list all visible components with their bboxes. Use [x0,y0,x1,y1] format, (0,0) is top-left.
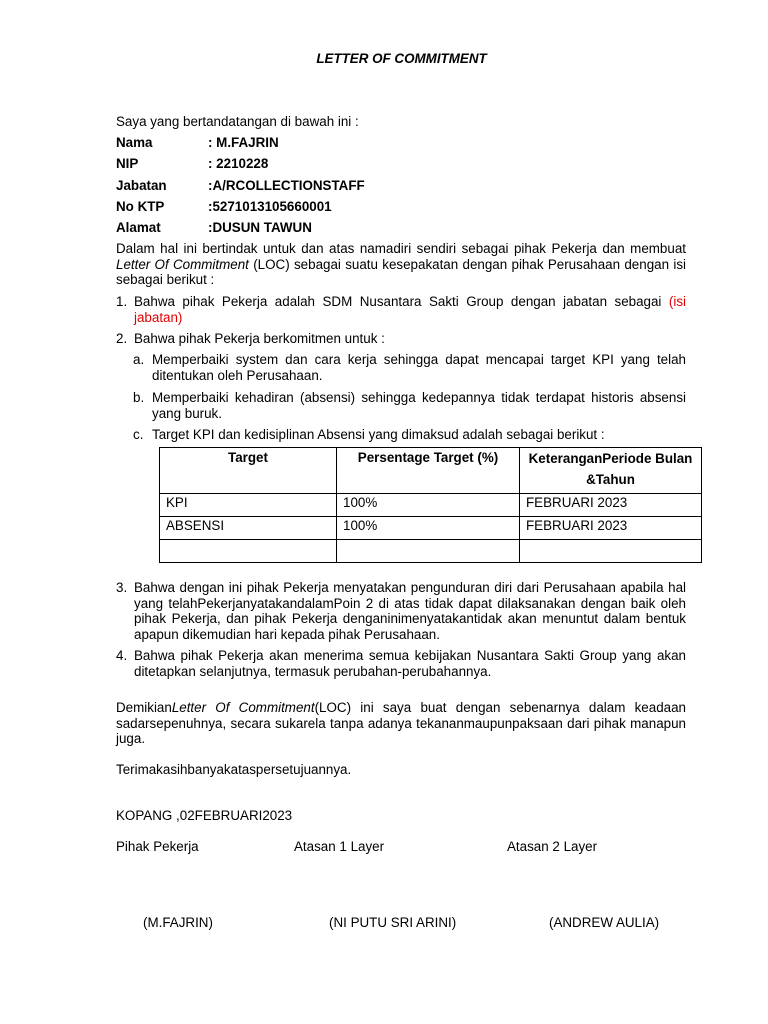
subitem-text-c: Target KPI dan kedisiplinan Absensi yang dimaksud adalah sebagai berikut : [152,427,605,442]
table-header-percentage: Persentage Target (%) [337,448,520,494]
thanks-text: Terimakasihbanyakataspersetujuannya. [116,762,352,777]
item-text-2: Bahwa pihak Pekerja berkomitmen untuk : [134,331,385,346]
role-atasan-1: Atasan 1 Layer [294,839,385,854]
table-cell: FEBRUARI 2023 [520,494,702,517]
kpi-target-table [159,447,702,563]
field-label-nama: Nama [116,135,153,150]
item-number-4: 4. [116,648,128,663]
item-text-1 [134,294,686,325]
field-label-alamat: Alamat [116,220,161,235]
table-header-period: KeteranganPeriode Bulan &Tahun [520,448,702,494]
place-date: KOPANG ,02FEBRUARI2023 [116,808,293,823]
item-number-2: 2. [116,331,128,346]
field-value-jabatan: :A/RCOLLECTIONSTAFF [208,178,365,193]
paragraph-text-1: Dalam hal ini bertindak untuk dan atas namadiri sendiri sebagai pihak Pekerja dan membuat [116,241,686,256]
table-cell [160,540,337,563]
field-label-jabatan: Jabatan [116,178,167,193]
item-number-3: 3. [116,580,128,595]
field-value-ktp: :5271013105660001 [208,199,332,214]
table-header-target: Target [160,448,337,494]
field-value-nip: : 2210228 [208,156,269,171]
signatory-name-2: (NI PUTU SRI ARINI) [329,915,457,930]
closing-paragraph [116,700,686,747]
field-value-nama: : M.FAJRIN [208,135,279,150]
closing-italic: Letter Of Commitment [171,700,315,715]
closing-prefix: Demikian [116,700,172,715]
table-cell [520,540,702,563]
paragraph-text-2: (LOC) sebagai suatu kesepakatan dengan pihak Perusahaan dengan isi sebagai berikut : [116,256,687,287]
subitem-letter-b: b. [133,390,145,405]
table-header-row [160,448,702,494]
field-label-nip: NIP [116,156,139,171]
intro-paragraph [116,241,686,288]
item-1-placeholder: (isi jabatan) [134,294,686,325]
table-cell: FEBRUARI 2023 [520,517,702,540]
table-cell [337,540,520,563]
subitem-letter-c: c. [133,427,144,442]
table-row [160,540,702,563]
table-row [160,494,702,517]
signatory-name-1: (M.FAJRIN) [143,915,213,930]
item-text-3: Bahwa dengan ini pihak Pekerja menyatakan pengunduran diri dari Perusahaan apabila hal yang telahPekerjanyatakandalamPoin 2 di atas tidak dapat dilaksanakan dengan baik oleh pihak Pekerja, dan pihak Pekerja denganinimenyatakantidak akan menuntut dalam bentuk apapun dikemudian hari kepada pihak Perusahaan. [134,580,686,642]
item-text-4: Bahwa pihak Pekerja akan menerima semua kebijakan Nusantara Sakti Group yang akan ditetapkan selanjutnya, termasuk perubahan-perubahannya. [134,648,686,679]
item-1-text: Bahwa pihak Pekerja adalah SDM Nusantara Sakti Group dengan jabatan sebagai [134,294,669,309]
closing-rest: (LOC) ini saya buat dengan sebenarnya dalam keadaan sadarsepenuhnya, secara sukarela tanpa adanya tekananmaupunpaksaan dari pihak manapun juga. [116,700,686,746]
table-cell: KPI [160,494,337,517]
table-cell: 100% [337,517,520,540]
paragraph-italic: Letter Of Commitment [116,256,249,272]
role-pihak-pekerja: Pihak Pekerja [116,839,199,854]
subitem-text-a: Memperbaiki system dan cara kerja sehingga dapat mencapai target KPI yang telah ditentukan oleh Perusahaan. [152,352,686,383]
table-row [160,517,702,540]
field-label-ktp: No KTP [116,199,165,214]
signatory-name-3: (ANDREW AULIA) [549,915,660,930]
subitem-letter-a: a. [133,352,145,367]
table-cell: ABSENSI [160,517,337,540]
intro-text: Saya yang bertandatangan di bawah ini : [116,114,359,129]
field-value-alamat: :DUSUN TAWUN [208,220,312,235]
item-number-1: 1. [116,294,128,309]
table-cell: 100% [337,494,520,517]
document-title: LETTER OF COMMITMENT [316,51,487,66]
role-atasan-2: Atasan 2 Layer [507,839,598,854]
subitem-text-b: Memperbaiki kehadiran (absensi) sehingga kedepannya tidak terdapat historis absensi yang buruk. [152,390,686,421]
